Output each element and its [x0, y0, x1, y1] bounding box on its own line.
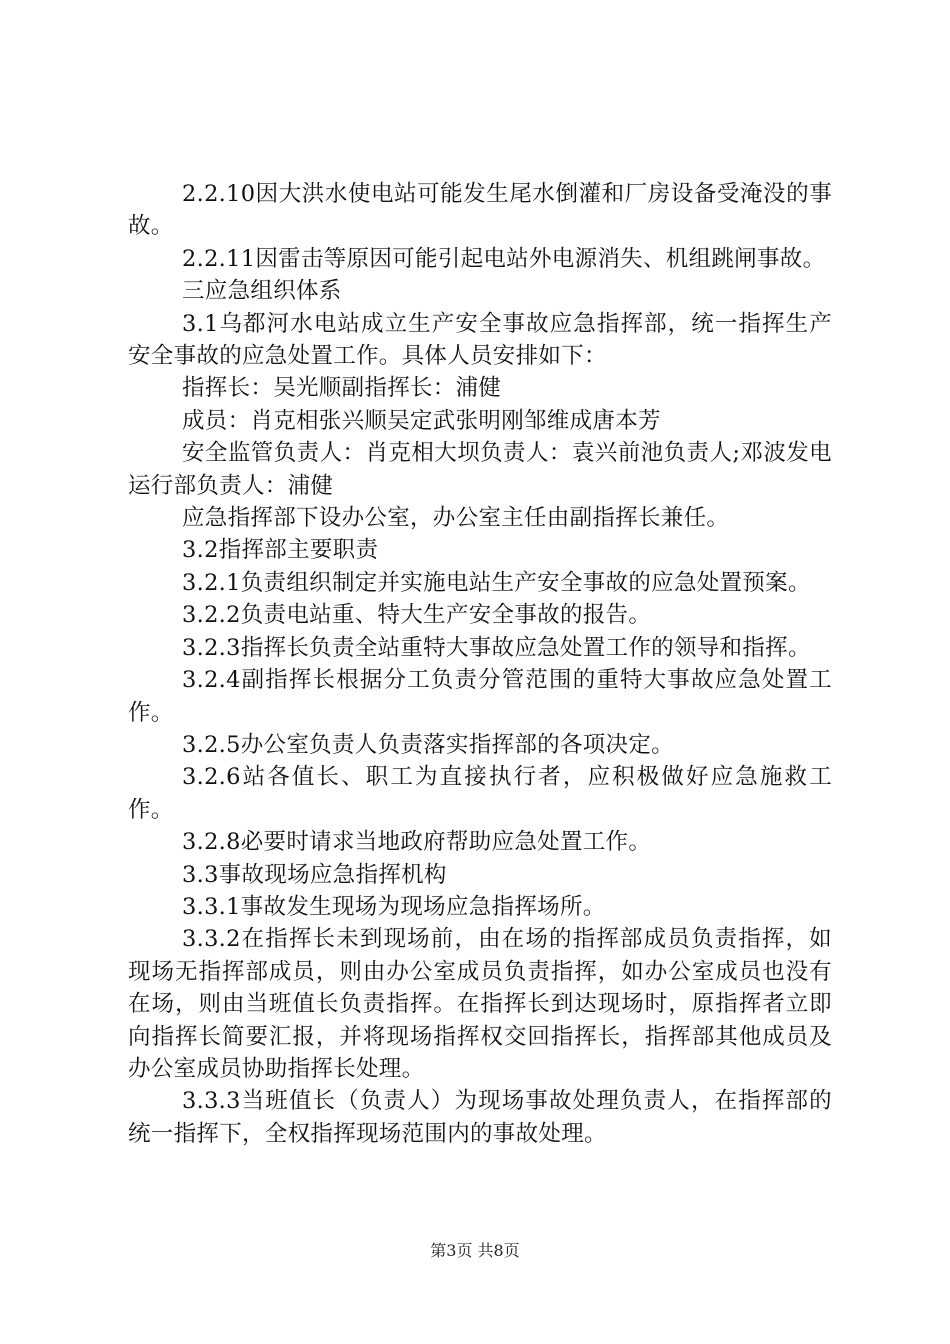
paragraph-3-3-3: 3.3.3当班值长（负责人）为现场事故处理负责人，在指挥部的统一指挥下，全权指挥现场范围内的事故处理。 [128, 1088, 832, 1147]
document-body [128, 178, 832, 1150]
paragraph-2-2-11: 2.2.11因雷击等原因可能引起电站外电源消失、机组跳闸事故。 [182, 245, 826, 272]
paragraph-3-2-3: 3.2.3指挥长负责全站重特大事故应急处置工作的领导和指挥。 [182, 634, 811, 661]
paragraph-3-2-8: 3.2.8必要时请求当地政府帮助应急处置工作。 [182, 829, 652, 856]
paragraph-office: 应急指挥部下设办公室，办公室主任由副指挥长兼任。 [182, 505, 730, 532]
section-heading-3-3: 3.3事故现场应急指挥机构 [182, 861, 447, 888]
section-heading-3: 三应急组织体系 [182, 278, 342, 305]
paragraph-responsible-persons: 安全监管负责人：肖克相大坝负责人：袁兴前池负责人;邓波发电运行部负责人：浦健 [128, 440, 832, 499]
paragraph-3-2-6: 3.2.6站各值长、职工为直接执行者，应积极做好应急施救工作。 [128, 764, 832, 823]
paragraph-3-2-4: 3.2.4副指挥长根据分工负责分管范围的重特大事故应急处置工作。 [128, 667, 832, 726]
paragraph-members: 成员：肖克相张兴顺吴定武张明刚邹维成唐本芳 [182, 407, 661, 434]
paragraph-2-2-10: 2.2.10因大洪水使电站可能发生尾水倒灌和厂房设备受淹没的事故。 [128, 181, 832, 240]
paragraph-3-3-1: 3.3.1事故发生现场为现场应急指挥场所。 [182, 893, 606, 920]
paragraph-3-3-2: 3.3.2在指挥长未到现场前，由在场的指挥部成员负责指挥，如现场无指挥部成员，则由办公室成员负责指挥，如办公室成员也没有在场，则由当班值长负责指挥。在指挥长到达现场时，原指挥者立即向指挥长简要汇报，并将现场指挥权交回指挥长，指挥部其他成员及办公室成员协助指挥长处理。 [128, 926, 832, 1082]
paragraph-commander: 指挥长：吴光顺副指挥长：浦健 [182, 375, 502, 402]
paragraph-3-1: 3.1乌都河水电站成立生产安全事故应急指挥部，统一指挥生产安全事故的应急处置工作。具体人员安排如下： [128, 310, 832, 370]
page-footer: 第3页 共8页 [430, 1241, 520, 1260]
paragraph-3-2-5: 3.2.5办公室负责人负责落实指挥部的各项决定。 [182, 731, 674, 758]
paragraph-3-2-1: 3.2.1负责组织制定并实施电站生产安全事故的应急处置预案。 [182, 569, 811, 596]
section-heading-3-2: 3.2指挥部主要职责 [182, 537, 379, 564]
paragraph-3-2-2: 3.2.2负责电站重、特大生产安全事故的报告。 [182, 602, 652, 629]
